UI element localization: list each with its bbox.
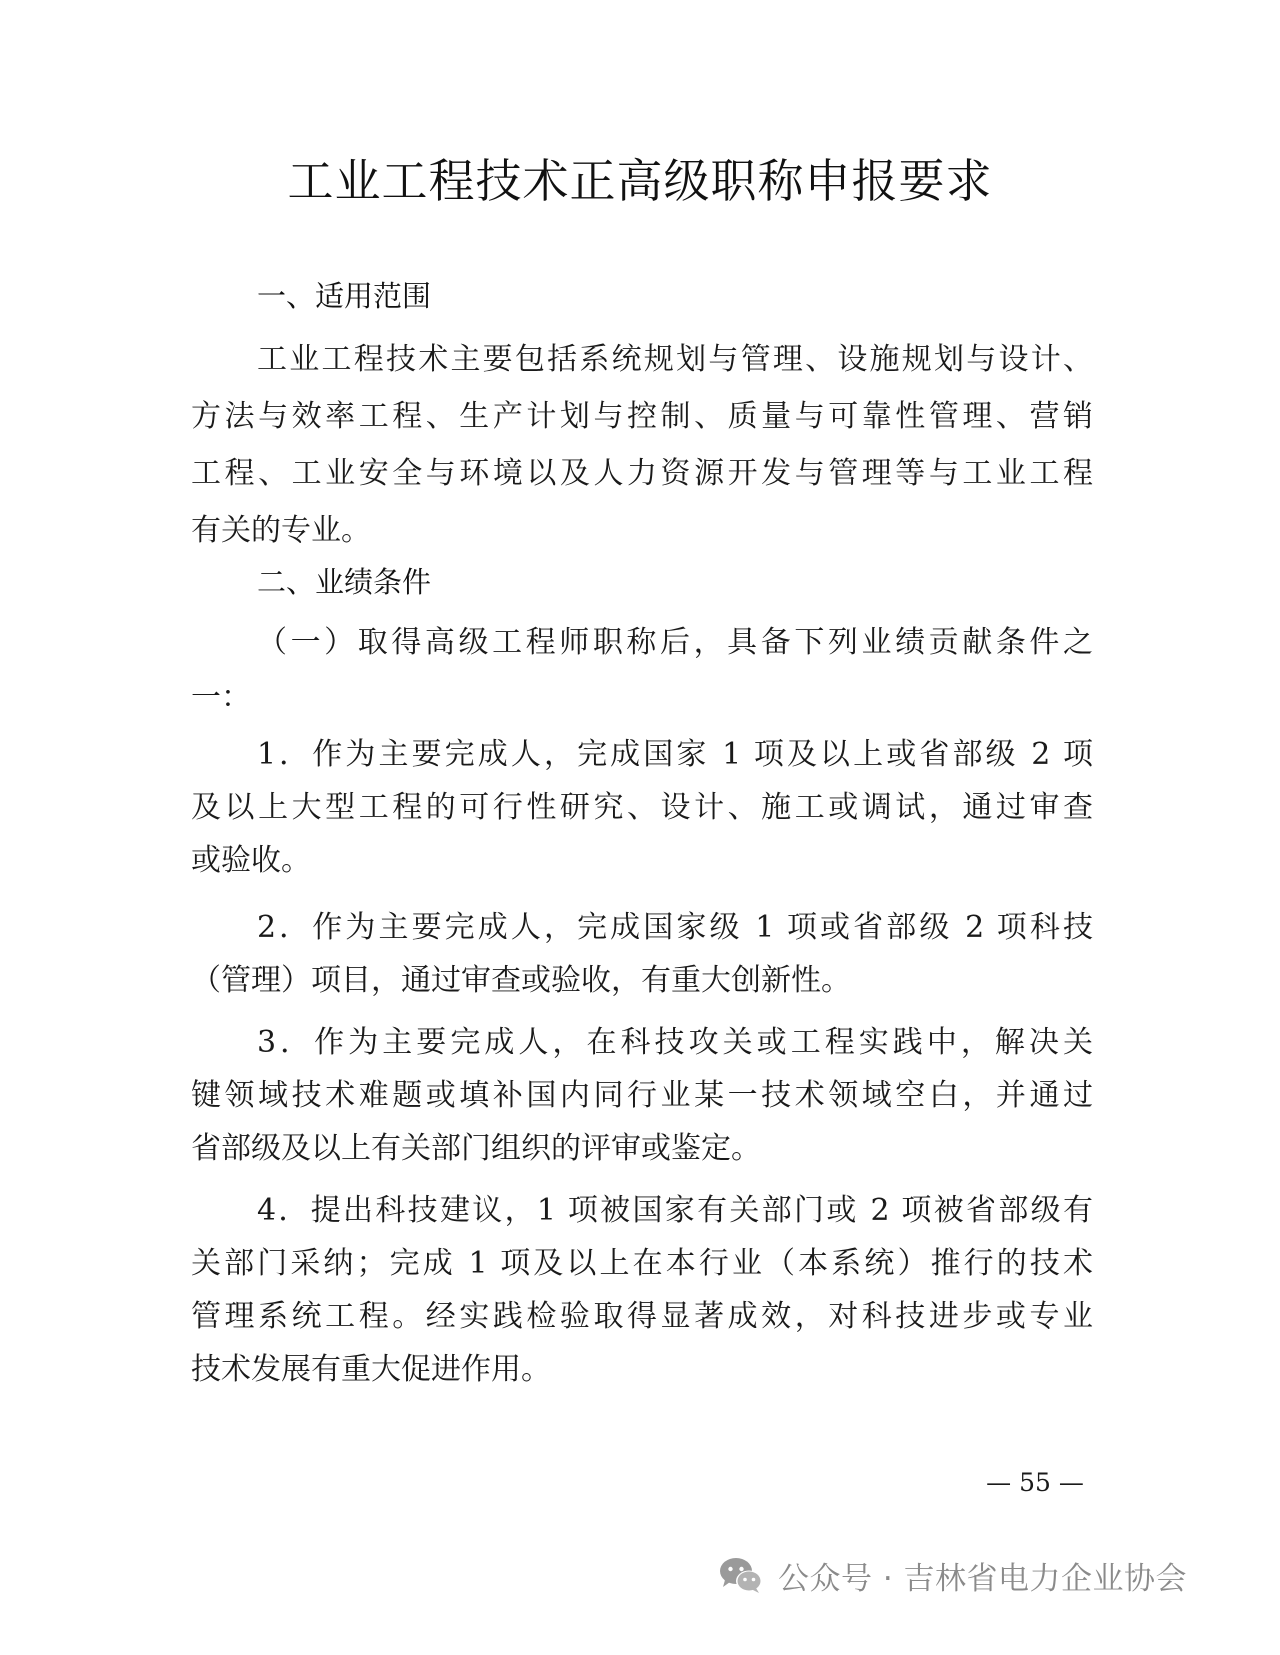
text-line: 管理系统工程。经实践检验取得显著成效，对科技进步或专业 bbox=[191, 1299, 1093, 1334]
watermark-text: 公众号 · 吉林省电力企业协会 bbox=[778, 1560, 1188, 1597]
section-heading-scope: 一、适用范围 bbox=[257, 279, 432, 313]
text-line: 3．作为主要完成人，在科技攻关或工程实践中，解决关 bbox=[257, 1025, 1093, 1060]
section-heading-performance: 二、业绩条件 bbox=[257, 565, 432, 599]
text-line: 键领域技术难题或填补国内同行业某一技术领域空白，并通过 bbox=[191, 1078, 1093, 1113]
text-line: 4．提出科技建议，1 项被国家有关部门或 2 项被省部级有 bbox=[257, 1193, 1093, 1228]
list-item-2 bbox=[191, 901, 1093, 1007]
paragraph-scope bbox=[191, 331, 1093, 559]
text-line: 关部门采纳；完成 1 项及以上在本行业（本系统）推行的技术 bbox=[191, 1246, 1093, 1281]
text-line: 有关的专业。 bbox=[191, 513, 371, 548]
text-line: 1．作为主要完成人，完成国家 1 项及以上或省部级 2 项 bbox=[257, 737, 1093, 772]
text-line: 技术发展有重大促进作用。 bbox=[191, 1352, 551, 1387]
text-line: 省部级及以上有关部门组织的评审或鉴定。 bbox=[191, 1131, 761, 1166]
list-item-3 bbox=[191, 1016, 1093, 1175]
text-line: 及以上大型工程的可行性研究、设计、施工或调试，通过审查 bbox=[191, 790, 1093, 825]
watermark bbox=[716, 1550, 1187, 1600]
text-line: 工业工程技术主要包括系统规划与管理、设施规划与设计、 bbox=[257, 342, 1093, 377]
text-line: （一）取得高级工程师职称后，具备下列业绩贡献条件之 bbox=[257, 625, 1093, 660]
text-line: 2．作为主要完成人，完成国家级 1 项或省部级 2 项科技 bbox=[257, 910, 1093, 945]
text-line: 方法与效率工程、生产计划与控制、质量与可靠性管理、营销 bbox=[191, 399, 1093, 434]
text-line: 工程、工业安全与环境以及人力资源开发与管理等与工业工程 bbox=[191, 456, 1093, 491]
list-item-1 bbox=[191, 728, 1093, 887]
paragraph-intro bbox=[191, 615, 1093, 725]
text-line: 一： bbox=[191, 680, 251, 715]
page-number: — 55 — bbox=[986, 1468, 1084, 1497]
wechat-icon bbox=[716, 1550, 766, 1600]
text-line: 或验收。 bbox=[191, 843, 311, 878]
text-line: （管理）项目，通过审查或验收，有重大创新性。 bbox=[191, 963, 851, 998]
list-item-4 bbox=[191, 1184, 1093, 1396]
document-title: 工业工程技术正高级职称申报要求 bbox=[287, 154, 993, 208]
